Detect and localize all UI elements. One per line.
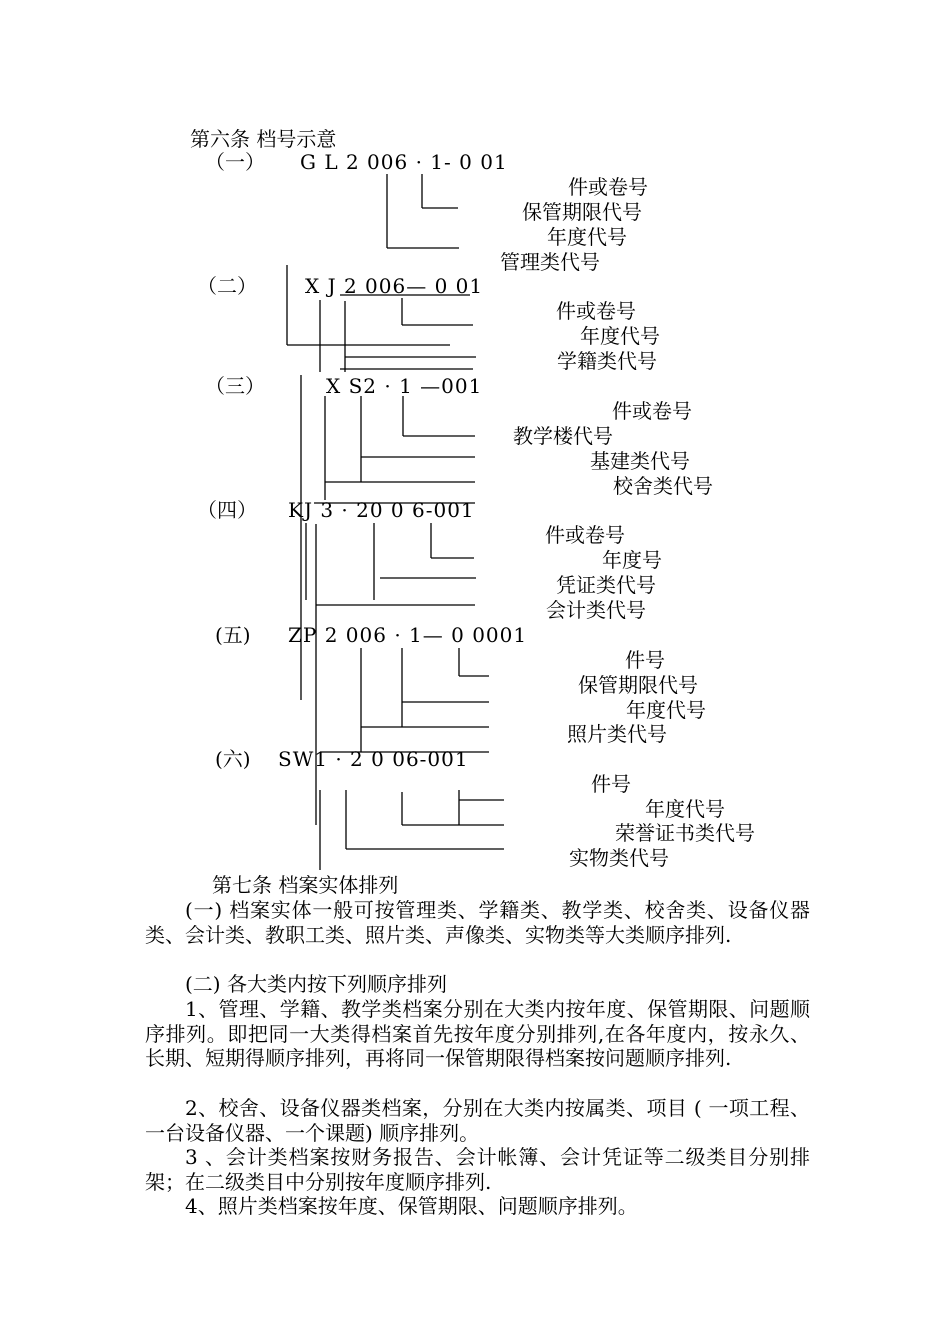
scheme4-code: KJ 3 · 20 0 6-001 — [288, 498, 475, 522]
article7-paragraph-1: (一) 档案实体一般可按管理类、学籍类、教学类、校舍类、设备仪器类、会计类、教职工类、照片类、声像类、实物类等大类顺序排列. — [145, 898, 810, 947]
scheme1-code: G L 2 006 · 1- 0 01 — [300, 150, 508, 174]
scheme4-part3: 凭证类代号 — [556, 573, 656, 597]
scheme5-code: ZP 2 006 · 1— 0 0001 — [288, 623, 528, 647]
scheme5-part1: 件号 — [625, 648, 665, 672]
scheme2-label: （二） — [197, 274, 257, 298]
scheme4-part1: 件或卷号 — [545, 523, 625, 547]
scheme5-part3: 年度代号 — [626, 698, 706, 722]
scheme1-label: （一） — [205, 150, 265, 174]
scheme6-label: (六) — [215, 747, 251, 771]
scheme2-part1: 件或卷号 — [556, 299, 636, 323]
scheme4-label: （四） — [197, 498, 257, 522]
scheme6-part2: 年度代号 — [645, 797, 725, 821]
scheme4-part4: 会计类代号 — [546, 598, 646, 622]
article6-title: 第六条 档号示意 — [190, 127, 337, 151]
article7-paragraph-3: 1、管理、学籍、教学类档案分别在大类内按年度、保管期限、问题顺序排列。即把同一大类得档案首先按年度分别排列,在各年度内，按永久、长期、短期得顺序排列，再将同一保管期限得档案按问题顺序排列. — [145, 997, 810, 1070]
article7-paragraph-6: 4、照片类档案按年度、保管期限、问题顺序排列。 — [185, 1194, 638, 1218]
scheme6-part3: 荣誉证书类代号 — [615, 821, 755, 845]
article7-paragraph-2: (二) 各大类内按下列顺序排列 — [185, 972, 447, 996]
article7-paragraph-5: 3 、会计类档案按财务报告、会计帐簿、会计凭证等二级类目分别排架；在二级类目中分别按年度顺序排列. — [145, 1145, 810, 1194]
scheme5-label: (五) — [215, 623, 251, 647]
scheme2-part3: 学籍类代号 — [557, 349, 657, 373]
scheme6-code: SW1 · 2 0 06-001 — [278, 747, 469, 771]
scheme1-part1: 件或卷号 — [568, 175, 648, 199]
scheme2-code: X J 2 006— 0 01 — [305, 274, 484, 298]
scheme5-part2: 保管期限代号 — [578, 673, 698, 697]
scheme1-part3: 年度代号 — [547, 225, 627, 249]
scheme1-part2: 保管期限代号 — [522, 200, 642, 224]
scheme3-part2: 教学楼代号 — [513, 424, 613, 448]
scheme6-part4: 实物类代号 — [569, 846, 669, 870]
scheme3-part4: 校舍类代号 — [613, 474, 713, 498]
article7-title: 第七条 档案实体排列 — [212, 873, 399, 897]
scheme3-code: X S2 · 1 —001 — [326, 374, 483, 398]
scheme2-part2: 年度代号 — [580, 324, 660, 348]
scheme4-part2: 年度号 — [602, 548, 662, 572]
scheme6-part1: 件号 — [591, 772, 631, 796]
article7-paragraph-4: 2、校舍、设备仪器类档案，分别在大类内按属类、项目 ( 一项工程、一台设备仪器、一个课题) 顺序排列。 — [145, 1096, 810, 1145]
scheme1-part4: 管理类代号 — [500, 250, 600, 274]
scheme3-part3: 基建类代号 — [590, 449, 690, 473]
scheme3-part1: 件或卷号 — [612, 399, 692, 423]
scheme3-label: （三） — [205, 374, 265, 398]
scheme5-part4: 照片类代号 — [567, 722, 667, 746]
